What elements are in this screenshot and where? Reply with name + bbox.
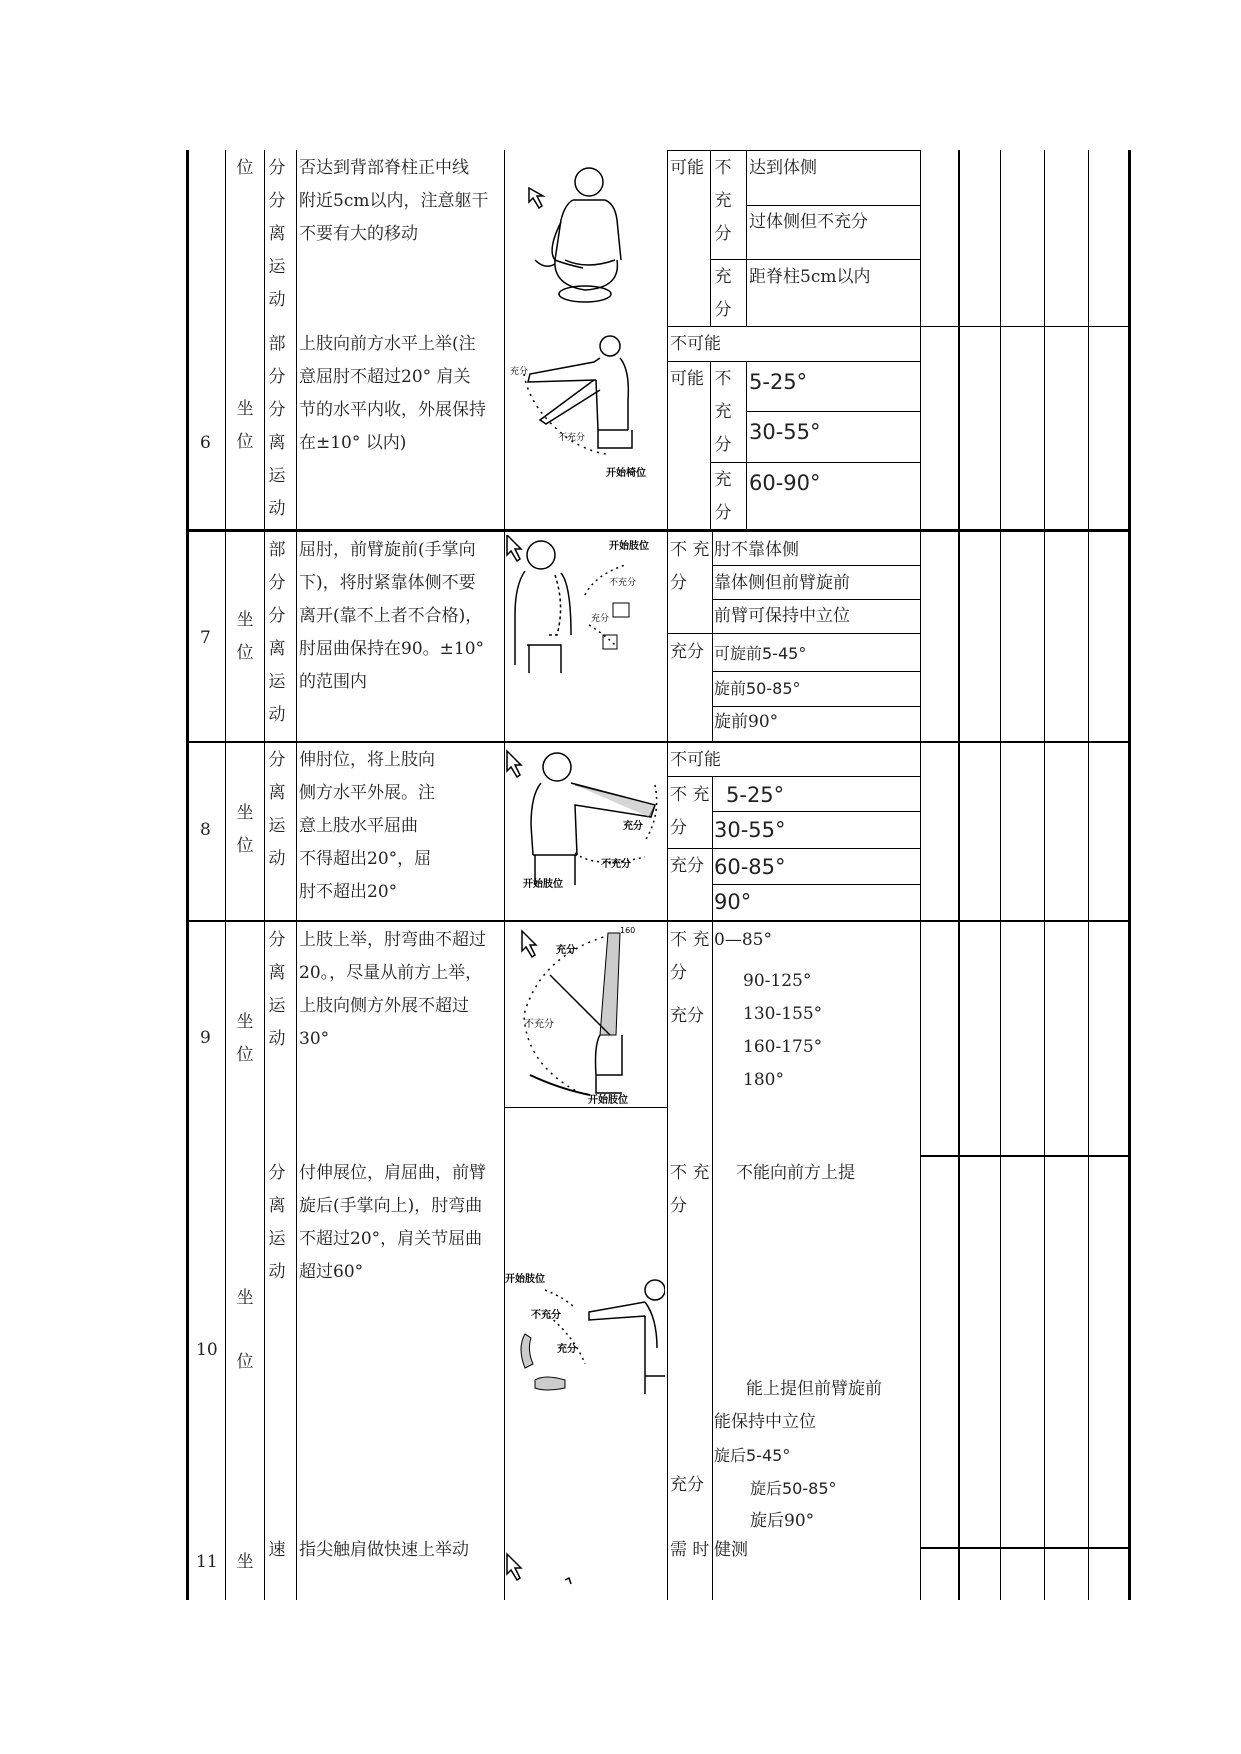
posture-cell: 坐位: [236, 610, 254, 663]
figure-forward-raise: [510, 330, 660, 480]
row-number: 11: [196, 1552, 218, 1572]
movement-cell: 分离运动: [268, 1163, 286, 1282]
figure-arm-raise: [510, 925, 660, 1105]
row-number: 8: [200, 820, 211, 840]
svg-text:不充分: 不充分: [531, 1310, 561, 1321]
svg-text:开始肢位: 开始肢位: [523, 879, 563, 890]
svg-text:不充分: 不充分: [609, 578, 637, 588]
svg-text:不充分: 不充分: [524, 1019, 554, 1030]
row-number: 9: [200, 1028, 211, 1048]
svg-text:充分: 充分: [557, 1344, 577, 1355]
figure-supination: [505, 1268, 665, 1398]
posture-cell: 坐位: [236, 399, 254, 452]
figure-side-abduction: [505, 745, 665, 890]
row-number: 7: [200, 628, 211, 648]
svg-text:160: 160: [620, 926, 636, 935]
movement-cell: 速: [268, 1540, 286, 1560]
svg-text:不充分: 不充分: [558, 433, 586, 443]
row-number: 6: [200, 433, 211, 453]
svg-text:开始肢位: 开始肢位: [609, 541, 649, 552]
posture-cell: 坐: [236, 1552, 254, 1572]
description-cell: 指尖触肩做快速上举动: [299, 1540, 469, 1560]
posture-cell: 位: [236, 158, 254, 178]
svg-text:充分: 充分: [510, 367, 529, 377]
svg-text:开始椅位: 开始椅位: [606, 468, 646, 479]
svg-text:开始肢位: 开始肢位: [505, 1274, 545, 1285]
row-number: 10: [196, 1340, 218, 1360]
posture-cell: 坐位: [236, 803, 254, 856]
posture-cell: 坐位: [236, 1012, 254, 1065]
svg-text:不充分: 不充分: [601, 859, 631, 870]
svg-text:充分: 充分: [623, 821, 643, 832]
svg-text:充分: 充分: [591, 614, 610, 624]
posture-cell: 坐: [236, 1288, 254, 1308]
movement-cell: 分离运动: [268, 930, 286, 1049]
figure-elbow-pronation: [505, 535, 665, 675]
movement-cell: 分分离运动: [268, 158, 286, 310]
movement-cell: 部分分离运动: [268, 334, 286, 519]
svg-text:充分: 充分: [556, 945, 576, 956]
movement-cell: 部分分离运动: [268, 540, 286, 725]
svg-text:开始肢位: 开始肢位: [588, 1095, 628, 1105]
movement-cell: 分离运动: [268, 750, 286, 869]
figure-fingertip-shoulder: [505, 1550, 585, 1598]
posture-cell-2: 位: [236, 1352, 254, 1372]
figure-back-touch: [525, 160, 645, 310]
